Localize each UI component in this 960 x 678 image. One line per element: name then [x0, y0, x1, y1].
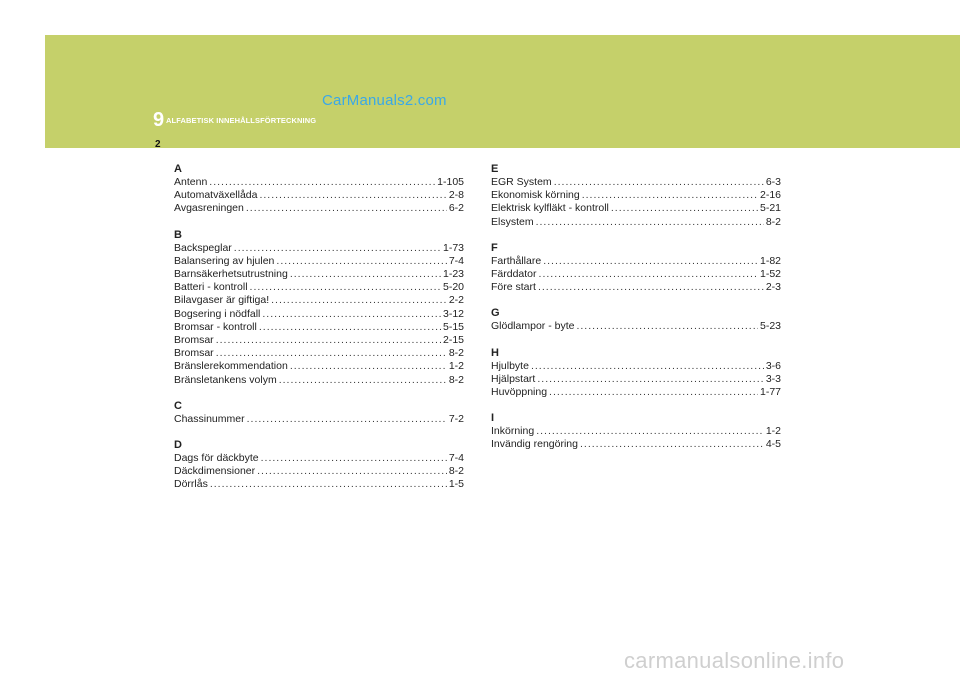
- entry-name: Backspeglar: [174, 241, 232, 254]
- index-entry: [491, 320, 781, 333]
- entry-page: 7-2: [448, 412, 464, 425]
- leader-dots: [276, 255, 446, 268]
- leader-dots: [257, 465, 447, 478]
- index-column-left: [174, 163, 464, 505]
- entry-name: Farthållare: [491, 254, 542, 267]
- index-entry: [491, 255, 781, 268]
- index-entry: [491, 438, 781, 451]
- leader-dots: [250, 281, 441, 294]
- leader-dots: [234, 242, 441, 255]
- index-entry: [174, 176, 464, 189]
- leader-dots: [209, 176, 435, 189]
- leader-dots: [549, 386, 758, 399]
- entry-name: Bränsletankens volym: [174, 373, 277, 386]
- index-entry: [174, 347, 464, 360]
- entry-page: 2-8: [448, 189, 464, 202]
- index-group-b: [174, 229, 464, 387]
- index-entry: [491, 268, 781, 281]
- entry-name: Elsystem: [491, 215, 534, 228]
- leader-dots: [290, 360, 447, 373]
- index-group-h: [491, 347, 781, 400]
- entry-page: 5-21: [759, 202, 781, 215]
- entry-name: Bromsar: [174, 334, 214, 347]
- entry-page: 7-4: [448, 452, 464, 465]
- entry-page: 8-2: [448, 347, 464, 360]
- entry-page: 1-52: [759, 268, 781, 281]
- entry-page: 6-2: [448, 202, 464, 215]
- entry-name: Glödlampor - byte: [491, 320, 575, 333]
- leader-dots: [537, 373, 763, 386]
- top-watermark[interactable]: CarManuals2.com: [322, 92, 447, 109]
- leader-dots: [554, 176, 764, 189]
- entry-page: 3-12: [442, 307, 464, 320]
- entry-name: Bromsar: [174, 347, 214, 360]
- index-entry: [491, 216, 781, 229]
- entry-page: 1-23: [442, 268, 464, 281]
- index-entry: [174, 242, 464, 255]
- entry-name: Huvöppning: [491, 386, 548, 399]
- leader-dots: [539, 268, 758, 281]
- entry-name: Dörrlås: [174, 478, 208, 491]
- index-entry: [174, 413, 464, 426]
- index-entry: [174, 189, 464, 202]
- entry-name: Bilavgaser är giftiga!: [174, 294, 270, 307]
- index-entry: [174, 255, 464, 268]
- leader-dots: [271, 294, 447, 307]
- leader-dots: [538, 281, 764, 294]
- entry-name: Balansering av hjulen: [174, 254, 275, 267]
- footer-watermark[interactable]: carmanualsonline.info: [624, 648, 845, 673]
- entry-name: Inkörning: [491, 425, 535, 438]
- leader-dots: [262, 308, 441, 321]
- entry-name: Före start: [491, 281, 536, 294]
- entry-page: 3-6: [765, 359, 781, 372]
- leader-dots: [216, 334, 441, 347]
- index-entry: [491, 189, 781, 202]
- index-letter: I: [491, 412, 495, 425]
- index-group-d: [174, 439, 464, 492]
- entry-page: 1-5: [448, 478, 464, 491]
- entry-page: 1-105: [437, 176, 464, 188]
- chapter-number: 9: [153, 109, 165, 131]
- index-entry: [174, 281, 464, 294]
- leader-dots: [536, 425, 764, 438]
- index-entry: [491, 176, 781, 189]
- index-entry: [174, 374, 464, 387]
- index-entry: [174, 360, 464, 373]
- leader-dots: [247, 413, 447, 426]
- entry-page: 5-20: [442, 281, 464, 294]
- entry-page: 2-15: [442, 334, 464, 347]
- leader-dots: [210, 478, 447, 491]
- index-letter: D: [174, 439, 182, 452]
- leader-dots: [279, 374, 447, 387]
- leader-dots: [259, 189, 446, 202]
- index-group-f: [491, 242, 781, 295]
- entry-page: 8-2: [765, 215, 781, 228]
- index-group-g: [491, 307, 781, 333]
- entry-page: 1-2: [765, 425, 781, 438]
- entry-page: 1-73: [442, 241, 464, 254]
- entry-name: Hjälpstart: [491, 372, 536, 385]
- entry-name: Färddator: [491, 268, 537, 281]
- entry-name: Ekonomisk körning: [491, 189, 580, 202]
- index-group-c: [174, 400, 464, 426]
- entry-page: 2-2: [448, 294, 464, 307]
- index-entry: [174, 294, 464, 307]
- entry-name: Antenn: [174, 176, 208, 188]
- section-title: ALFABETISK INNEHÅLLSFÖRTECKNING: [166, 116, 317, 125]
- index-letter: C: [174, 399, 182, 412]
- index-letter: A: [174, 163, 182, 175]
- index-entry: [491, 202, 781, 215]
- leader-dots: [216, 347, 447, 360]
- entry-name: Hjulbyte: [491, 359, 529, 372]
- leader-dots: [543, 255, 758, 268]
- leader-dots: [261, 452, 447, 465]
- index-letter: F: [491, 241, 498, 254]
- entry-name: Dags för däckbyte: [174, 452, 259, 465]
- entry-page: 5-15: [442, 320, 464, 333]
- leader-dots: [246, 202, 447, 215]
- index-entry: [174, 321, 464, 334]
- leader-dots: [582, 189, 758, 202]
- leader-dots: [580, 438, 764, 451]
- header-band: [45, 35, 960, 148]
- index-letter: B: [174, 228, 182, 241]
- entry-name: Bromsar - kontroll: [174, 320, 257, 333]
- index-entry: [174, 268, 464, 281]
- index-group-e: [491, 163, 781, 229]
- leader-dots: [531, 360, 764, 373]
- entry-page: 1-77: [759, 386, 781, 399]
- index-entry: [174, 308, 464, 321]
- entry-name: Bogsering i nödfall: [174, 307, 261, 320]
- entry-page: 2-3: [765, 281, 781, 294]
- index-entry: [491, 373, 781, 386]
- index-entry: [491, 281, 781, 294]
- leader-dots: [576, 320, 758, 333]
- entry-name: Batteri - kontroll: [174, 281, 248, 294]
- index-letter: H: [491, 346, 499, 359]
- entry-page: 5-23: [759, 320, 781, 333]
- index-letter: G: [491, 307, 500, 320]
- leader-dots: [536, 216, 764, 229]
- index-group-i: [491, 412, 781, 451]
- index-entry: [174, 334, 464, 347]
- entry-name: Elektrisk kylfläkt - kontroll: [491, 202, 609, 215]
- entry-page: 7-4: [448, 254, 464, 267]
- index-entry: [174, 202, 464, 215]
- index-entry: [174, 465, 464, 478]
- page-tab: [45, 116, 140, 148]
- entry-name: Barnsäkerhetsutrustning: [174, 268, 288, 281]
- entry-page: 1-82: [759, 254, 781, 267]
- entry-page: 4-5: [765, 438, 781, 451]
- entry-name: Däckdimensioner: [174, 465, 256, 478]
- leader-dots: [259, 321, 441, 334]
- index-entry: [491, 425, 781, 438]
- entry-name: Avgasreningen: [174, 202, 244, 215]
- index-entry: [491, 360, 781, 373]
- entry-name: Automatväxellåda: [174, 189, 258, 202]
- leader-dots: [290, 268, 441, 281]
- entry-page: 8-2: [448, 465, 464, 478]
- entry-page: 6-3: [765, 176, 781, 188]
- entry-name: Invändig rengöring: [491, 438, 578, 451]
- entry-page: 1-2: [448, 360, 464, 373]
- index-entry: [491, 386, 781, 399]
- index-entry: [174, 452, 464, 465]
- entry-name: Bränslerekommendation: [174, 360, 288, 373]
- entry-name: EGR System: [491, 176, 552, 188]
- index-group-a: [174, 163, 464, 216]
- entry-name: Chassinummer: [174, 412, 245, 425]
- leader-dots: [611, 202, 758, 215]
- index-letter: E: [491, 163, 499, 175]
- entry-page: 8-2: [448, 373, 464, 386]
- entry-page: 3-3: [765, 372, 781, 385]
- index-column-right: [491, 163, 781, 465]
- entry-page: 2-16: [759, 189, 781, 202]
- page-number: 2: [155, 139, 161, 150]
- index-entry: [174, 478, 464, 491]
